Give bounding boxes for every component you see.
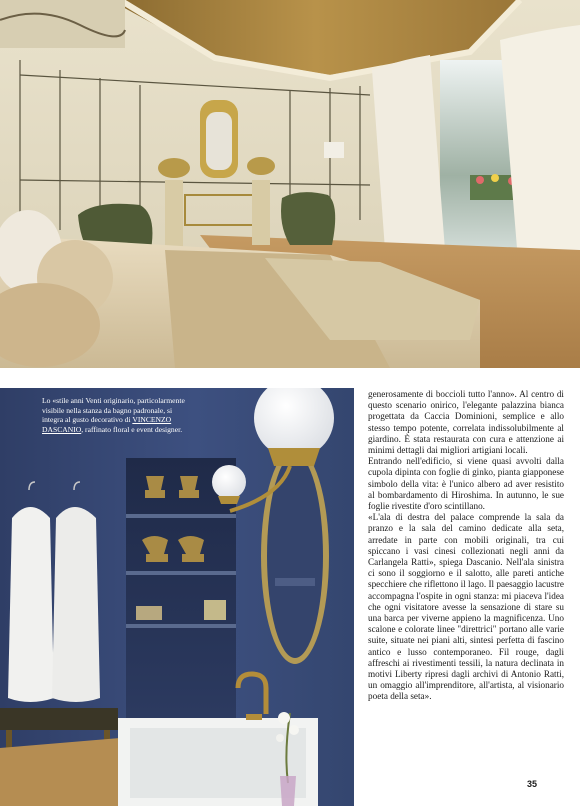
caption-suffix: , raffinato floral e event designer. (81, 424, 183, 434)
article-body (368, 389, 564, 703)
bedroom-photo (0, 0, 580, 368)
article-paragraph: «L'ala di destra del palace comprende la sala da pranzo e la sala del camino dedicate alla seta, arredate in parte con mobili originali, tra cui spiccano i vasi cinesi collezionati negli anni da Carlangela Ratti», spiega Dascanio. Nell'ala sinistra ci sono il soggiorno e il salotto, alle pareti antiche specchiere che riflettono il lago. Il paesaggio lacustre accompagna l'ospite in ogni stanza: mi piaceva l'idea che ogni visitatore avesse la sensazione di stare su una barca per viverne appieno la magnificenza. Uno scalone e colorate linee "direttrici" portano alle varie suite, situate nei piani alti, sintesi perfetta di fascino antico e lusso contemporaneo. Fil rouge, dagli affreschi ai rivestimenti tessili, la natura declinata in motivi Liberty ripresi dagli archivi di Antonio Ratti, un omaggio all'imprenditore, all'artista, al visionario poeta della seta». (368, 512, 564, 702)
bathroom-photo (0, 388, 354, 806)
article-paragraph: Entrando nell'edificio, si viene quasi avvolti dalla cupola dipinta con foglie di ginko, pianta giapponese simbolo della vita: è l'unico albero ad aver resistito al bombardamento di Hiroshima. In autunno, le sue foglie rivestite d'oro scintillano. (368, 456, 564, 512)
page-number: 35 (527, 779, 538, 789)
caption-designer-name: VINCENZO DASCANIO (42, 415, 172, 434)
photo-caption (42, 396, 192, 434)
caption-text: Lo «stile anni Venti originario, particolarmente visibile nella stanza da bagno padronale, si integra al gusto decorativo di (42, 396, 185, 425)
article-paragraph: generosamente di boccioli tutto l'anno». Al centro di questo scenario onirico, l'elegante palazzina bianca progettata da Caccia Dominioni, semplice e allo stesso tempo potente, correlata indissolubilmente al giardino. È stata restaurata con cura e attenzione ai minimi dettagli dai migliori artigiani locali. (368, 389, 564, 456)
